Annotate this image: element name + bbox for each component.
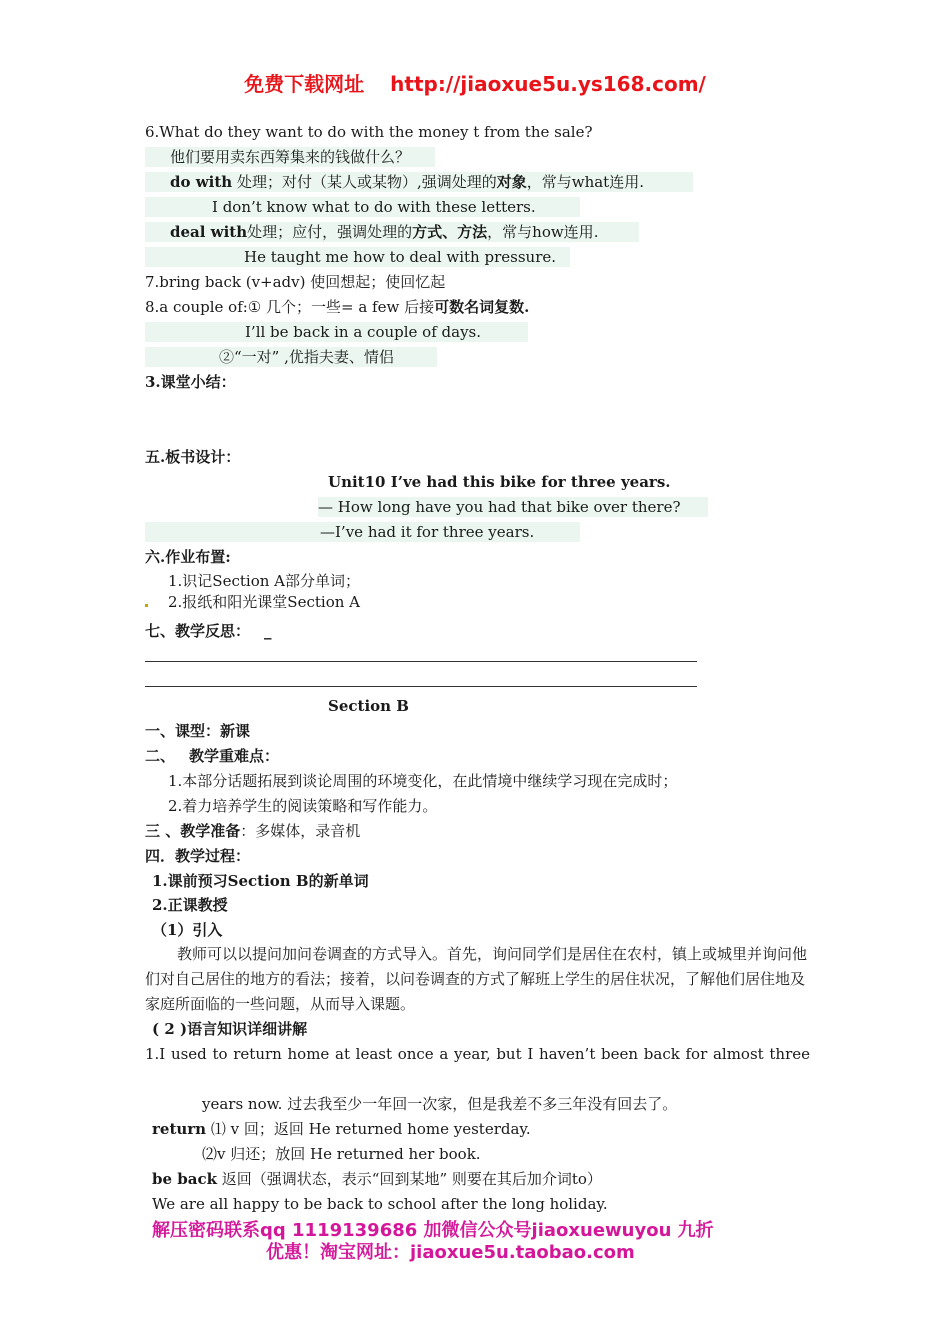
intro-paragraph-text: 教师可以以提问加问卷调查的方式导入。首先，询问同学们是居住在农村，镇上或城里并询问他们对自己居住的地方的看法；接着，以问卷调查的方式了解班上学生的居住状况，了解他们居住地及家庭所面临的一些问题，从而导入课题。 — [145, 945, 808, 1013]
homework-item-1: 1.识记Section A部分单词； — [168, 572, 360, 590]
return-text: ⑴ v 回；返回 He returned home yesterday. — [206, 1120, 531, 1138]
be-back-text: 返回（强调状态，表示“回到某地” 则要在其后加介词to） — [217, 1170, 602, 1188]
do-with-text: 处理；对付（某人或某物）,强调处理的 — [232, 173, 497, 191]
item-6-question: 6.What do they want to do with the money t from the sale? — [145, 123, 593, 141]
homework-heading: 六.作业布置: — [145, 548, 231, 566]
process-step-1: 1.课前预习Section B的新单词 — [152, 872, 369, 890]
do-with-definition — [145, 172, 693, 192]
board-design-heading: 五.板书设计： — [145, 448, 241, 466]
intro-heading: （1）引入 — [152, 921, 223, 939]
lesson-type: 一、课型：新课 — [145, 722, 251, 740]
sentence-1: 1.I used to return home at least once a year, but I haven’t been back for almost three — [145, 1045, 810, 1063]
key-points-label: 教学重难点： — [189, 747, 280, 765]
return-definition-1 — [152, 1119, 531, 1139]
key-points-heading — [145, 746, 279, 766]
deal-with-definition — [145, 222, 639, 242]
process-heading: 四．教学过程： — [145, 847, 251, 865]
do-with-suffix: ，常与what连用. — [526, 173, 644, 191]
header-banner — [0, 68, 950, 97]
deal-with-suffix: ，常与how连用. — [487, 223, 599, 241]
deal-with-term: deal with — [170, 223, 248, 241]
key-point-1: 1.本部分话题拓展到谈论周围的环境变化，在此情境中继续学习现在完成时； — [168, 772, 678, 790]
header-url-link[interactable]: http://jiaoxue5u.ys168.com/ — [390, 72, 706, 96]
item-6-translation: 他们要用卖东西筹集来的钱做什么？ — [145, 147, 435, 167]
preparation-text: ：多媒体，录音机 — [240, 822, 361, 840]
deal-with-example: He taught me how to deal with pressure. — [145, 247, 570, 267]
section-b-title: Section B — [328, 697, 409, 715]
intro-paragraph — [145, 942, 810, 1017]
language-points-heading: ( 2 )语言知识详细讲解 — [152, 1020, 308, 1038]
reflection-line-2 — [145, 686, 697, 687]
do-with-example: I don’t know what to do with these letters. — [145, 197, 580, 217]
reflection-label: 七、教学反思： — [145, 622, 251, 640]
deal-with-emphasis: 方式、方法 — [412, 223, 488, 241]
do-with-term: do with — [170, 173, 233, 191]
class-summary-heading: 3.课堂小结： — [145, 373, 236, 391]
be-back-definition — [152, 1169, 602, 1189]
reflection-blank: _ — [264, 622, 272, 640]
header-label: 免费下载网址 — [244, 72, 365, 96]
be-back-example: We are all happy to be back to school after the long holiday. — [152, 1195, 608, 1213]
preparation-label: 三 、教学准备 — [145, 822, 241, 840]
reflection-heading — [145, 621, 272, 641]
footer-contact: 解压密码联系qq 1119139686 加微信公众号jiaoxuewuyou 九折 — [152, 1220, 714, 1241]
a-couple-of-example: I’ll be back in a couple of days. — [145, 322, 528, 342]
reflection-line-1 — [145, 661, 697, 662]
deal-with-text: 处理；应付，强调处理的 — [247, 223, 413, 241]
a-couple-of-second-meaning: ②“一对” ,优指夫妻、情侣 — [145, 347, 437, 367]
footer-shop-link[interactable]: 优惠！淘宝网址：jiaoxue5u.taobao.com — [266, 1242, 635, 1263]
board-answer: —I’ve had it for three years. — [145, 522, 580, 542]
key-point-2: 2.着力培养学生的阅读策略和写作能力。 — [168, 797, 438, 815]
homework-item-2: 2.报纸和阳光课堂Section A — [168, 593, 360, 611]
board-question: — How long have you had that bike over there? — [318, 497, 708, 517]
bullet-marker — [145, 604, 148, 607]
preparation — [145, 821, 360, 841]
do-with-emphasis: 对象 — [496, 173, 527, 191]
board-unit-title: Unit10 I’ve had this bike for three years. — [328, 473, 671, 491]
return-definition-2: ⑵v 归还；放回 He returned her book. — [202, 1145, 481, 1163]
key-points-number: 二、 — [145, 747, 176, 765]
item-7-bring-back: 7.bring back (v+adv) 使回想起；使回忆起 — [145, 273, 446, 291]
return-term: return — [152, 1120, 207, 1138]
process-step-2: 2.正课教授 — [152, 896, 228, 914]
sentence-1-continued: years now. 过去我至少一年回一次家，但是我差不多三年没有回去了。 — [202, 1095, 678, 1113]
a-couple-of-emphasis: 可数名词复数. — [434, 298, 530, 316]
item-8-a-couple-of — [145, 297, 529, 317]
a-couple-of-text: 8.a couple of:① 几个；一些= a few 后接 — [145, 298, 435, 316]
be-back-term: be back — [152, 1170, 217, 1188]
